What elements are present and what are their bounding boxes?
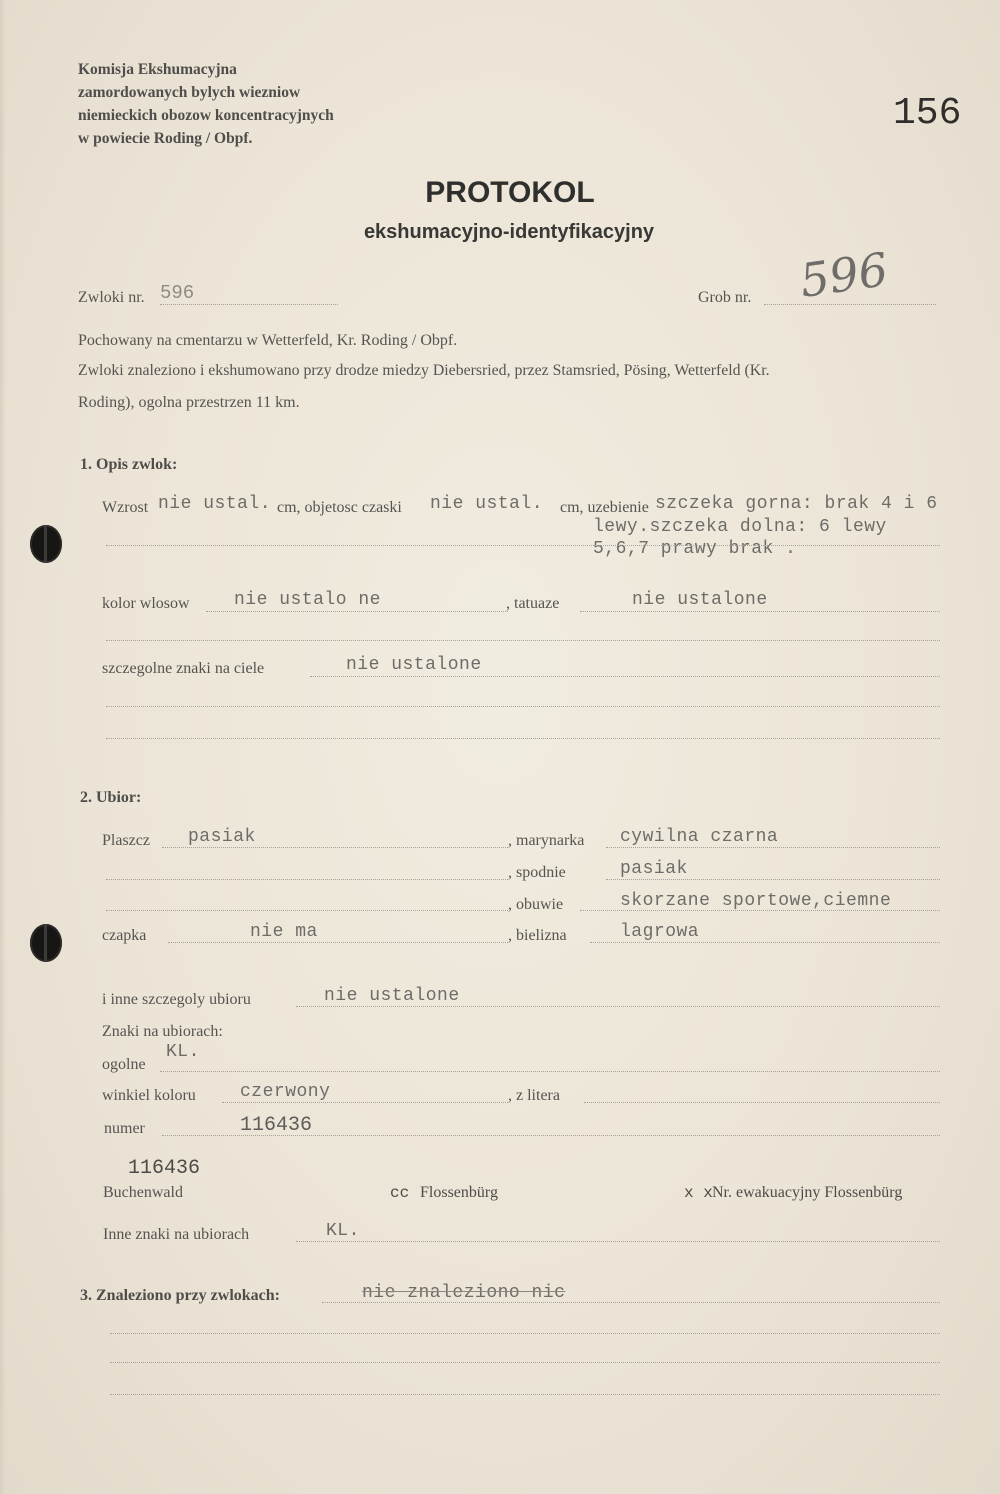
evacuation-marker: x x	[684, 1184, 713, 1202]
body-marks-label: szczegolne znaki na ciele	[102, 660, 265, 677]
teeth-line-1: szczeka gorna: brak 4 i 6	[655, 494, 938, 514]
camp-flossenburg: Flossenbürg	[420, 1184, 498, 1201]
camp-buchenwald: Buchenwald	[103, 1184, 183, 1201]
corpse-number-value: 596	[160, 282, 195, 304]
evacuation-number: Nr. ewakuacyjny Flossenbürg	[712, 1184, 903, 1201]
cap-label: czapka	[102, 927, 147, 944]
teeth-line-2-rule	[106, 545, 940, 546]
document-title: PROTOKOL	[425, 176, 595, 209]
header-line-4: w powiecie Roding / Obpf.	[78, 130, 253, 147]
teeth-line-3: 5,6,7 prawy brak .	[593, 539, 797, 559]
page-number: 156	[893, 92, 962, 135]
body-marks-value: nie ustalone	[346, 655, 482, 675]
hair-color-value: nie ustalo ne	[234, 590, 381, 610]
height-unit-label: cm, objetosc czaski	[277, 499, 402, 516]
triangle-color-line	[222, 1102, 508, 1103]
blank-line-3	[106, 738, 940, 739]
general-marks-label: ogolne	[102, 1056, 146, 1073]
hair-color-line	[206, 611, 508, 612]
header-line-1: Komisja Ekshumacyjna	[78, 61, 237, 78]
blank-line-1	[106, 640, 940, 641]
number-label: numer	[104, 1120, 145, 1137]
clothing-marks-heading: Znaki na ubiorach:	[102, 1023, 223, 1040]
tattoo-line	[580, 611, 940, 612]
header-line-2: zamordowanych bylych wiezniow	[78, 84, 301, 101]
exhumation-distance: Roding), ogolna przestrzen 11 km.	[78, 394, 300, 411]
underwear-value: lagrowa	[620, 922, 700, 942]
document-subtitle: ekshumacyjno-identyfikacyjny	[363, 221, 655, 243]
blank-line-2	[106, 706, 940, 707]
letter-line	[584, 1102, 940, 1103]
header-line-3: niemieckich obozow koncentracyjnych	[78, 107, 334, 124]
jacket-value: cywilna czarna	[620, 827, 779, 847]
other-clothing-value: nie ustalone	[324, 986, 460, 1006]
height-value: nie ustal.	[158, 494, 272, 514]
corpse-number-line	[160, 304, 338, 305]
blank-line-7	[110, 1362, 940, 1363]
tattoo-label: , tatuaze	[506, 595, 560, 612]
general-marks-line	[160, 1071, 940, 1072]
grave-number-handwritten: 596	[796, 242, 892, 308]
other-clothing-label: i inne szczegoly ubioru	[102, 991, 251, 1008]
found-items-line	[322, 1302, 940, 1303]
blank-line-5	[106, 910, 508, 911]
found-items-value: nie znaleziono nic	[362, 1283, 566, 1303]
camp-number: 116436	[128, 1157, 201, 1180]
underwear-line	[590, 942, 940, 943]
body-marks-line	[310, 676, 940, 677]
coat-label: Plaszcz	[102, 832, 150, 849]
coat-line	[162, 847, 508, 848]
other-clothing-marks-label: Inne znaki na ubiorach	[103, 1226, 250, 1243]
burial-place: Pochowany na cmentarzu w Wetterfeld, Kr. Roding / Obpf.	[78, 332, 458, 349]
teeth-label: cm, uzebienie	[560, 499, 649, 516]
trousers-line	[606, 879, 940, 880]
camp-flossenburg-marker: cc	[390, 1184, 410, 1202]
grave-number-line	[764, 304, 936, 305]
hair-color-label: kolor wlosow	[102, 595, 190, 612]
trousers-value: pasiak	[620, 859, 688, 879]
skull-value: nie ustal.	[430, 494, 544, 514]
blank-line-8	[110, 1394, 940, 1395]
trousers-label: , spodnie	[508, 864, 566, 881]
shoes-line	[580, 910, 940, 911]
shoes-label: , obuwie	[508, 896, 564, 913]
section-1-heading: 1. Opis zwlok:	[80, 456, 178, 473]
section-3-heading: 3. Znaleziono przy zwlokach:	[80, 1287, 280, 1304]
number-value: 116436	[240, 1114, 313, 1137]
punch-hole-top	[30, 525, 62, 563]
punch-hole-bottom	[30, 924, 62, 962]
teeth-line-2: lewy.szczeka dolna: 6 lewy	[593, 517, 887, 537]
grave-number-label: Grob nr.	[698, 289, 752, 306]
triangle-color-label: winkiel koloru	[102, 1087, 196, 1104]
jacket-line	[606, 847, 940, 848]
number-line	[162, 1135, 940, 1136]
letter-label: , z litera	[508, 1087, 560, 1104]
height-label: Wzrost	[102, 499, 149, 516]
shoes-value: skorzane sportowe,ciemne	[620, 891, 892, 911]
exhumation-route: Zwloki znaleziono i ekshumowano przy drodze miedzy Diebersried, przez Stamsried, Pösing, Wetterfeld (Kr.	[78, 362, 770, 379]
cap-value: nie ma	[250, 922, 318, 942]
blank-line-4	[106, 879, 508, 880]
underwear-label: , bielizna	[508, 927, 567, 944]
tattoo-value: nie ustalone	[632, 590, 768, 610]
general-marks-value: KL.	[166, 1042, 200, 1062]
other-clothing-line	[296, 1006, 940, 1007]
blank-line-6	[110, 1333, 940, 1334]
cap-line	[168, 942, 508, 943]
section-2-heading: 2. Ubior:	[80, 789, 142, 806]
committee-header	[78, 58, 334, 150]
corpse-number-label: Zwloki nr.	[78, 289, 145, 306]
other-clothing-marks-value: KL.	[326, 1221, 360, 1241]
jacket-label: , marynarka	[508, 832, 585, 849]
other-clothing-marks-line	[296, 1241, 940, 1242]
triangle-color-value: czerwony	[240, 1082, 331, 1102]
coat-value: pasiak	[188, 827, 256, 847]
